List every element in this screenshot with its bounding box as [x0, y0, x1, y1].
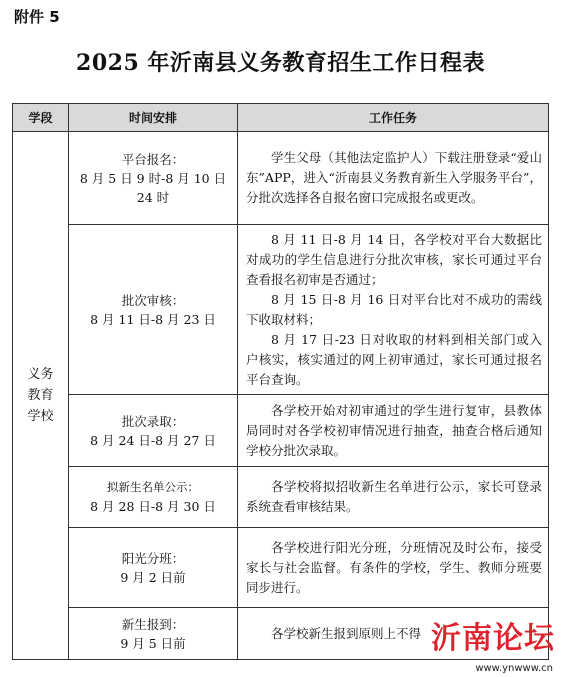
task-paragraph: 各学校新生报到原则上不得 [271, 625, 422, 641]
time-label: 阳光分班： [121, 550, 185, 566]
watermark-url: www.ynwww.cn [475, 663, 553, 674]
task-paragraph: 8 月 11 日-8 月 14 日，各学校对平台大数据比对成功的学生信息进行分批次审核，家长可通过平台查看报名初审是否通过； [246, 231, 542, 287]
watermark-logo: 沂南论坛 [431, 621, 555, 656]
time-range: 8 月 24 日-8 月 27 日 [90, 432, 216, 448]
task-cell [238, 467, 549, 528]
time-range: 9 月 5 日前 [120, 635, 186, 651]
time-range: 24 时 [136, 189, 170, 205]
attachment-label: 附件 5 [14, 8, 60, 26]
stage-cell [13, 132, 69, 660]
task-paragraph: 各学校开始对初审通过的学生进行复审，县教体局同时对各学校初审情况进行抽查，抽查合格后通知学校分批次录取。 [246, 402, 542, 458]
time-cell [69, 528, 238, 608]
header-row [13, 104, 549, 132]
time-label: 批次录取： [121, 413, 185, 429]
header-task: 工作任务 [238, 104, 549, 132]
table-row [13, 467, 549, 528]
task-cell [238, 132, 549, 225]
time-label: 新生报到： [121, 616, 185, 632]
time-cell [69, 467, 238, 528]
document-title: 2025 年沂南县义务教育招生工作日程表 [76, 50, 485, 76]
task-paragraph: 8 月 15 日-8 月 16 日对平台比对不成功的需线下收取材料； [246, 291, 542, 327]
header-stage: 学段 [13, 104, 69, 132]
time-label: 批次审核： [121, 292, 185, 308]
header-time: 时间安排 [69, 104, 238, 132]
time-cell [69, 132, 238, 225]
time-range: 8 月 28 日-8 月 30 日 [90, 499, 216, 514]
time-cell [69, 225, 238, 395]
task-cell [238, 395, 549, 467]
schedule-table [12, 103, 549, 660]
time-cell [69, 395, 238, 467]
stage-line: 学校 [27, 409, 54, 424]
task-paragraph: 各学校将拟招收新生名单进行公示，家长可登录系统查看审核结果。 [246, 479, 542, 514]
time-range: 9 月 2 日前 [120, 569, 186, 585]
table-row [13, 132, 549, 225]
stage-line: 教育 [27, 388, 54, 403]
table-row [13, 395, 549, 467]
time-label: 平台报名： [121, 151, 185, 167]
time-cell [69, 608, 238, 660]
task-paragraph: 各学校进行阳光分班，分班情况及时公布，接受家长与社会监督。有条件的学校，学生、教师分班要同步进行。 [246, 539, 542, 595]
task-cell [238, 528, 549, 608]
task-cell [238, 225, 549, 395]
stage-line: 义务 [27, 367, 54, 382]
task-paragraph: 8 月 17 日-23 日对收取的材料到相关部门或入户核实，核实通过的网上初审通过，家长可通过报名平台查询。 [246, 331, 542, 387]
task-paragraph: 学生父母（其他法定监护人）下载注册登录“爱山东”APP，进入“沂南县义务教育新生入学服务平台”，分批次选择各自报名窗口完成报名或更改。 [246, 150, 542, 205]
time-label: 拟新生名单公示： [107, 480, 199, 494]
time-range: 8 月 11 日-8 月 23 日 [90, 311, 216, 327]
table-row [13, 528, 549, 608]
table-row [13, 225, 549, 395]
time-range: 8 月 5 日 9 时-8 月 10 日 [79, 170, 227, 186]
